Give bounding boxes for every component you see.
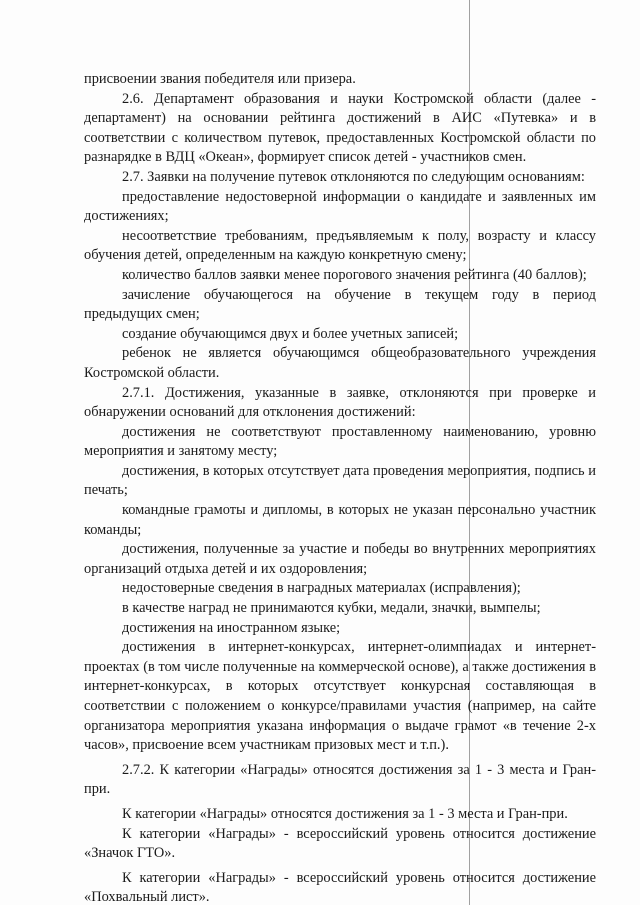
list-item-not-student: ребенок не является обучающимся общеобразовательного учреждения Костромской области. xyxy=(84,345,596,381)
list-item-no-date: достижения, в которых отсутствует дата проведения мероприятия, подпись и печать; xyxy=(84,462,596,499)
paragraph-awards-places: К категории «Награды» относятся достижения за 1 - 3 места и Гран-при. xyxy=(122,805,568,822)
list-item-cups: в качестве наград не принимаются кубки, медали, значки, вымпелы; xyxy=(122,600,541,617)
paragraph-2-7-2: 2.7.2. К категории «Награды» относятся достижения за 1 - 3 места и Гран-при. xyxy=(84,761,596,798)
paragraph-2-7-1: 2.7.1. Достижения, указанные в заявке, отклоняются при проверке и обнаружении оснований для отклонения достижений: xyxy=(84,384,596,421)
list-item-mismatch: достижения не соответствуют проставленному наименованию, уровню мероприятия и занятому месту; xyxy=(84,423,596,460)
list-item-accounts: создание обучающимся двух и более учетных записей; xyxy=(122,325,459,342)
paragraph-2-7: 2.7. Заявки на получение путевок отклоняются по следующим основаниям: xyxy=(122,168,585,185)
list-item-foreign: достижения на иностранном языке; xyxy=(122,619,341,636)
list-item-internal: достижения, полученные за участие и победы во внутренних мероприятиях организаций отдыха детей и их оздоровления; xyxy=(84,541,596,577)
list-item-enrollment: зачисление обучающегося на обучение в текущем году в период предыдущих смен; xyxy=(84,286,596,323)
list-item-requirements: несоответствие требованиям, предъявляемым к полу, возрасту и классу обучения детей, определенным на каждую конкретную смену; xyxy=(84,227,596,264)
paragraph-continuation: присвоении звания победителя или призера. xyxy=(84,71,356,87)
list-item-team: командные грамоты и дипломы, в которых не указан персонально участник команды; xyxy=(84,502,596,538)
paragraph-2-6: 2.6. Департамент образования и науки Костромской области (далее - департамент) на основании рейтинга достижений в АИС «Путевка» и в соответствии с количеством путевок, предоставленных Костромской области по разнарядке в ВДЦ «Океан», формирует список детей - участников смен. xyxy=(84,90,596,166)
paragraph-awards-gto: К категории «Награды» - всероссийский уровень относится достижение «Значок ГТО». xyxy=(84,825,596,862)
paragraph-awards-certificate: К категории «Награды» - всероссийский уровень относится достижение «Похвальный лист». xyxy=(84,869,596,906)
list-item-corrections: недостоверные сведения в наградных материалах (исправления); xyxy=(122,580,521,597)
list-item-internet: достижения в интернет-конкурсах, интернет-олимпиадах и интернет-проектах (в том числе полученные на коммерческой основе), а также достижения в интернет-конкурсах, в которых отсутствует конкурсная составляющая в соответствии с положением о конкурсе/правилами участия (например, на сайте организатора мероприятия указана информация о выдаче грамот «в течение 2-х часов», присвоение всем участникам призовых мест и т.п.). xyxy=(84,639,596,754)
list-item-score: количество баллов заявки менее порогового значения рейтинга (40 баллов); xyxy=(122,266,587,283)
list-item-false-info: предоставление недостоверной информации о кандидате и заявленных им достижениях; xyxy=(84,188,596,225)
document-body xyxy=(84,70,596,908)
